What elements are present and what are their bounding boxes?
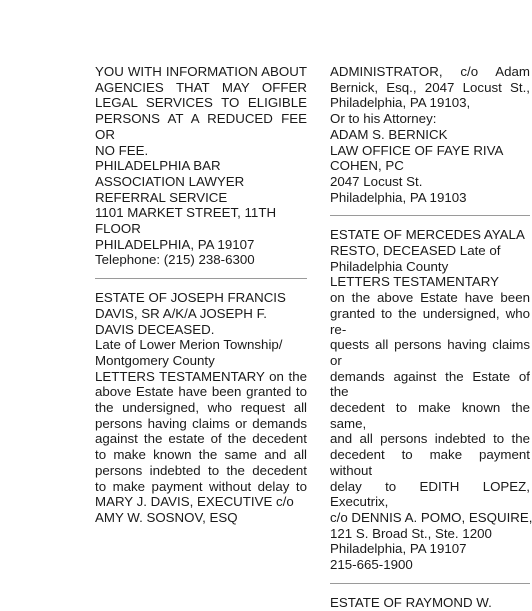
notice-line: COHEN, PC bbox=[330, 158, 404, 174]
notice-line: ESTATE OF RAYMOND W. bbox=[330, 594, 492, 610]
notice-line: ASSOCIATION LAWYER bbox=[95, 173, 245, 189]
notice-line: LETTERS TESTAMENTARY on the bbox=[95, 368, 307, 384]
notice-line: AGENCIES THAT MAY OFFER bbox=[95, 79, 307, 95]
notice-line: LETTERS TESTAMENTARY bbox=[330, 274, 499, 290]
notice-line: Philadelphia, PA 19107 bbox=[330, 541, 467, 557]
notice-line: the undersigned, who request all bbox=[95, 400, 307, 416]
notice-line: RESTO, DECEASED Late of bbox=[330, 243, 501, 259]
notice-line: decedent to make known the same, bbox=[330, 400, 530, 431]
notice-line: 215-665-1900 bbox=[330, 557, 413, 573]
notice-line: MARY J. DAVIS, EXECUTIVE c/o bbox=[95, 494, 294, 510]
estate-notice-mercedes-ayala-resto bbox=[330, 227, 530, 572]
notice-line: ADMINISTRATOR, c/o Adam bbox=[330, 64, 530, 79]
estate-notice-joseph-francis-davis bbox=[95, 290, 307, 526]
right-column bbox=[330, 64, 530, 611]
notice-line: LAW OFFICE OF FAYE RIVA bbox=[330, 142, 504, 158]
notice-line: REFERRAL SERVICE bbox=[95, 189, 228, 205]
notice-line: ESTATE OF JOSEPH FRANCIS bbox=[95, 290, 286, 306]
notice-divider bbox=[95, 278, 307, 279]
notice-line: quests all persons having claims or bbox=[330, 337, 530, 368]
notice-line: AMY W. SOSNOV, ESQ bbox=[95, 509, 238, 525]
notice-line: above Estate have been granted to bbox=[95, 384, 307, 400]
notice-divider bbox=[330, 583, 530, 584]
notice-line: NO FEE. bbox=[95, 142, 149, 158]
notice-line: c/o DENNIS A. POMO, ESQUIRE, bbox=[330, 509, 532, 525]
notice-line: and all persons indebted to the bbox=[330, 431, 530, 447]
notice-line: FLOOR bbox=[95, 221, 141, 237]
notice-line: Or to his Attorney: bbox=[330, 111, 437, 127]
notice-line: PHILADELPHIA, PA 19107 bbox=[95, 236, 255, 252]
notice-line: ESTATE OF MERCEDES AYALA bbox=[330, 227, 525, 243]
notice-line: decedent to make payment without bbox=[330, 447, 530, 478]
notice-line: on the above Estate have been bbox=[330, 290, 530, 306]
notice-line: 2047 Locust St. bbox=[330, 173, 423, 189]
notice-line: persons indebted to the decedent bbox=[95, 462, 307, 478]
notice-line: Telephone: (215) 238-6300 bbox=[95, 252, 255, 268]
legal-services-notice bbox=[95, 64, 307, 268]
notice-line: against the estate of the decedent bbox=[95, 431, 307, 447]
notice-line: PERSONS AT A REDUCED FEE OR bbox=[95, 111, 307, 142]
notice-line: ADAM S. BERNICK bbox=[330, 126, 448, 142]
notice-line: Philadelphia, PA 19103 bbox=[330, 189, 467, 205]
notice-line: Philadelphia County bbox=[330, 258, 449, 274]
left-column bbox=[95, 64, 307, 526]
estate-notice-raymond bbox=[330, 595, 530, 611]
notice-line: DAVIS, SR A/K/A JOSEPH F. bbox=[95, 305, 267, 321]
notice-line: delay to EDITH LOPEZ, Executrix, bbox=[330, 478, 530, 510]
notice-line: demands against the Estate of the bbox=[330, 368, 530, 400]
notice-line: to make payment without delay to bbox=[95, 478, 307, 494]
notice-divider bbox=[330, 215, 530, 216]
notice-line: DAVIS DECEASED. bbox=[95, 321, 215, 337]
notice-line: 1101 MARKET STREET, 11TH bbox=[95, 205, 277, 221]
notice-line: Montgomery County bbox=[95, 352, 215, 368]
notice-line: Bernick, Esq., 2047 Locust St., bbox=[330, 79, 530, 95]
notice-line: LEGAL SERVICES TO ELIGIBLE bbox=[95, 95, 307, 111]
notice-line: YOU WITH INFORMATION ABOUT bbox=[95, 64, 307, 79]
notice-line: 121 S. Broad St., Ste. 1200 bbox=[330, 525, 492, 541]
notice-line: Philadelphia, PA 19103, bbox=[330, 95, 471, 111]
administrator-notice bbox=[330, 64, 530, 205]
notice-line: persons having claims or demands bbox=[95, 415, 307, 431]
notice-line: PHILADELPHIA BAR bbox=[95, 158, 221, 174]
notice-line: to make known the same and all bbox=[95, 447, 307, 463]
notice-line: Late of Lower Merion Township/ bbox=[95, 337, 283, 353]
notice-line: granted to the undersigned, who re- bbox=[330, 305, 530, 337]
